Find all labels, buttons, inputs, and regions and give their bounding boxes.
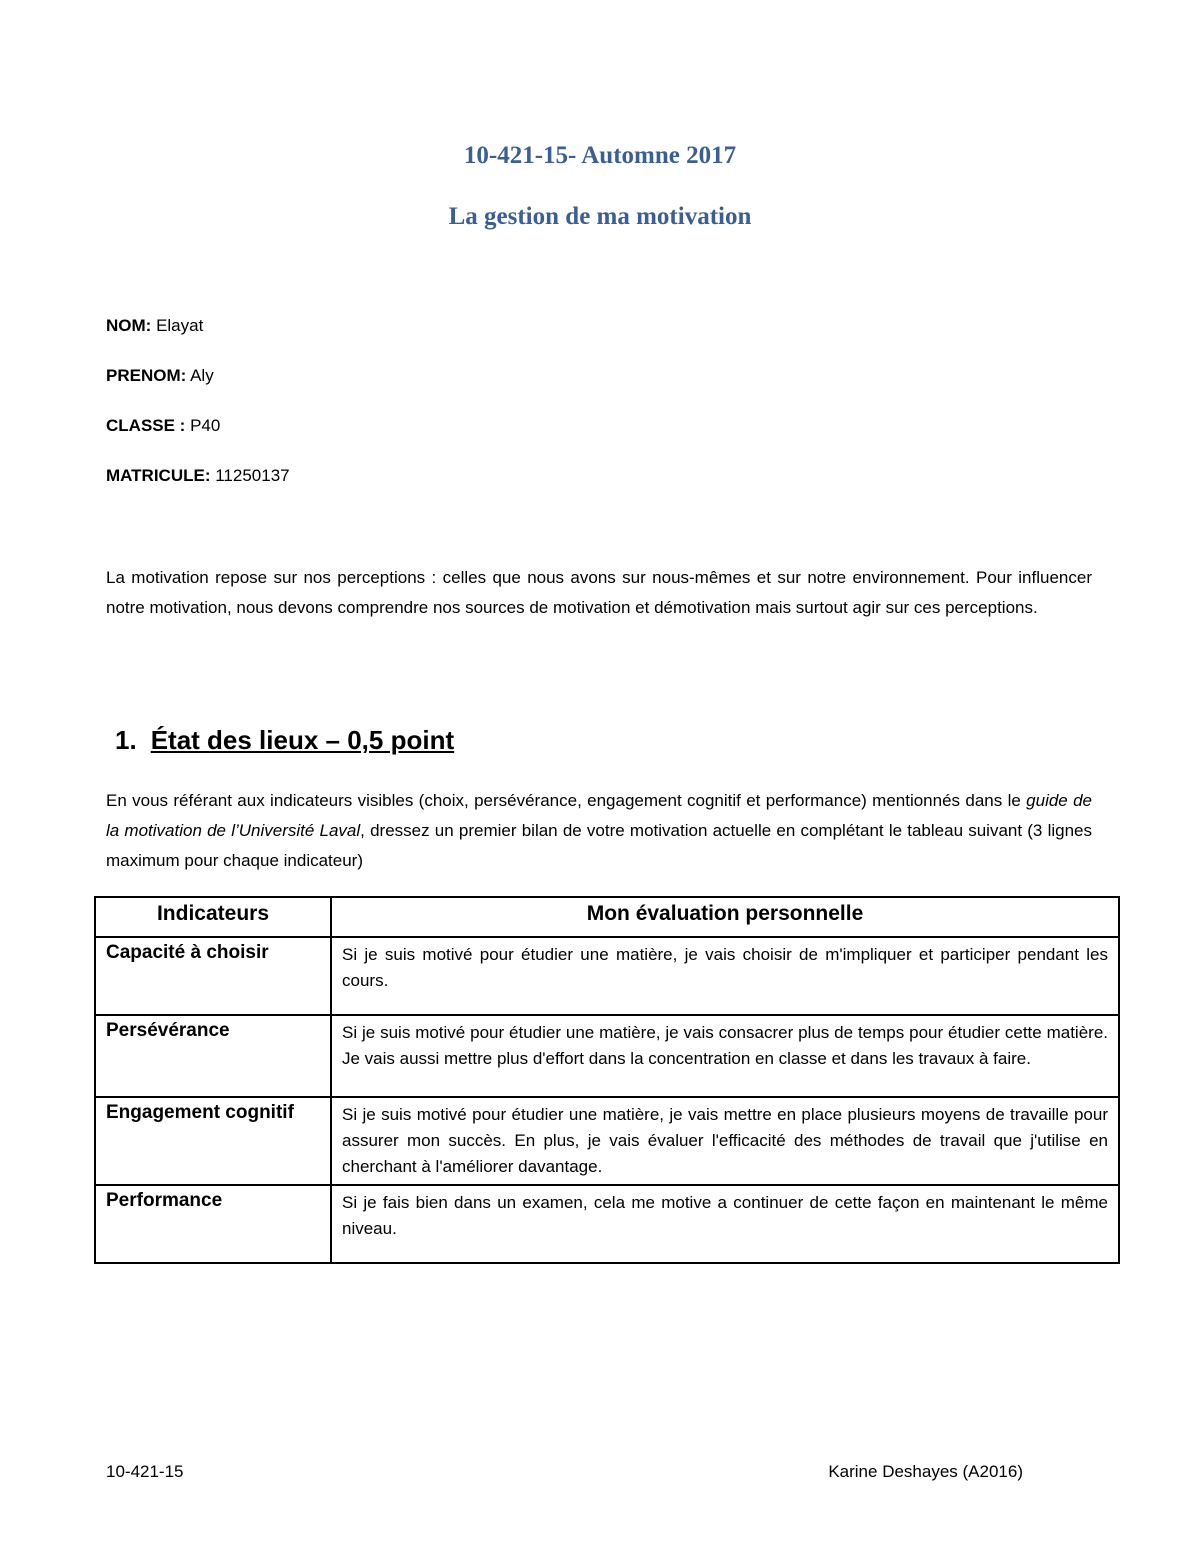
intro-paragraph: La motivation repose sur nos perceptions : celles que nous avons sur nous-mêmes et sur notre environnement. Pour influencer notre motivation, nous devons comprendre nos sources de motivation et démotivation mais surtout agir sur ces perceptions. — [106, 568, 1092, 617]
section-number: 1. — [115, 725, 137, 755]
footer-author: Karine Deshayes (A2016) — [828, 1462, 1023, 1481]
table-row — [95, 1185, 1119, 1263]
table-row — [95, 1097, 1119, 1185]
document-title: La gestion de ma motivation — [448, 203, 752, 230]
table-row — [95, 1015, 1119, 1097]
course-title: 10-421-15- Automne 2017 — [463, 142, 737, 169]
section-heading — [115, 725, 454, 756]
indicator-cell: Engagement cognitif — [95, 1097, 331, 1185]
field-value: Elayat — [156, 316, 204, 335]
field-label: PRENOM: — [106, 366, 187, 385]
field-classe — [106, 416, 220, 436]
field-label: MATRICULE: — [106, 466, 211, 485]
field-matricule — [106, 466, 290, 486]
evaluation-table — [94, 896, 1120, 1264]
evaluation-cell: Si je fais bien dans un examen, cela me motive a continuer de cette façon en maintenant le même niveau. — [331, 1185, 1119, 1263]
indicator-cell: Performance — [95, 1185, 331, 1263]
indicator-cell: Persévérance — [95, 1015, 331, 1097]
field-value: Aly — [190, 366, 214, 385]
column-header-indicateurs: Indicateurs — [95, 897, 331, 937]
table-header-row — [95, 897, 1119, 937]
evaluation-cell: Si je suis motivé pour étudier une matière, je vais choisir de m'impliquer et participer pendant les cours. — [331, 937, 1119, 1015]
field-label: CLASSE : — [106, 416, 186, 435]
footer-course-code: 10-421-15 — [106, 1462, 184, 1481]
column-header-evaluation: Mon évaluation personnelle — [331, 897, 1119, 937]
evaluation-cell: Si je suis motivé pour étudier une matière, je vais consacrer plus de temps pour étudier cette matière. Je vais aussi mettre plus d'effort dans la concentration en classe et dans les travaux à faire. — [331, 1015, 1119, 1097]
indicator-cell: Capacité à choisir — [95, 937, 331, 1015]
instructions-text-end: , dressez un premier bilan de votre motivation actuelle en complétant le tableau suivant (3 lignes maximum pour chaque indicateur) — [106, 821, 1092, 870]
field-prenom — [106, 366, 214, 386]
field-value: P40 — [190, 416, 221, 435]
evaluation-cell: Si je suis motivé pour étudier une matière, je vais mettre en place plusieurs moyens de travaille pour assurer mon succès. En plus, je vais évaluer l'efficacité des méthodes de travail que j'utilise en cherchant à l'améliorer davantage. — [331, 1097, 1119, 1185]
guide-reference: guide de la motivation de l’Université Laval — [106, 791, 1092, 840]
table-row — [95, 937, 1119, 1015]
field-nom — [106, 316, 203, 336]
instructions-text: En vous référant aux indicateurs visibles (choix, persévérance, engagement cognitif et performance) mentionnés dans le — [106, 791, 1027, 810]
field-label: NOM: — [106, 316, 152, 335]
section-heading-text: État des lieux – 0,5 point — [150, 725, 455, 755]
instructions-paragraph — [106, 786, 1092, 876]
field-value: 11250137 — [215, 466, 290, 485]
